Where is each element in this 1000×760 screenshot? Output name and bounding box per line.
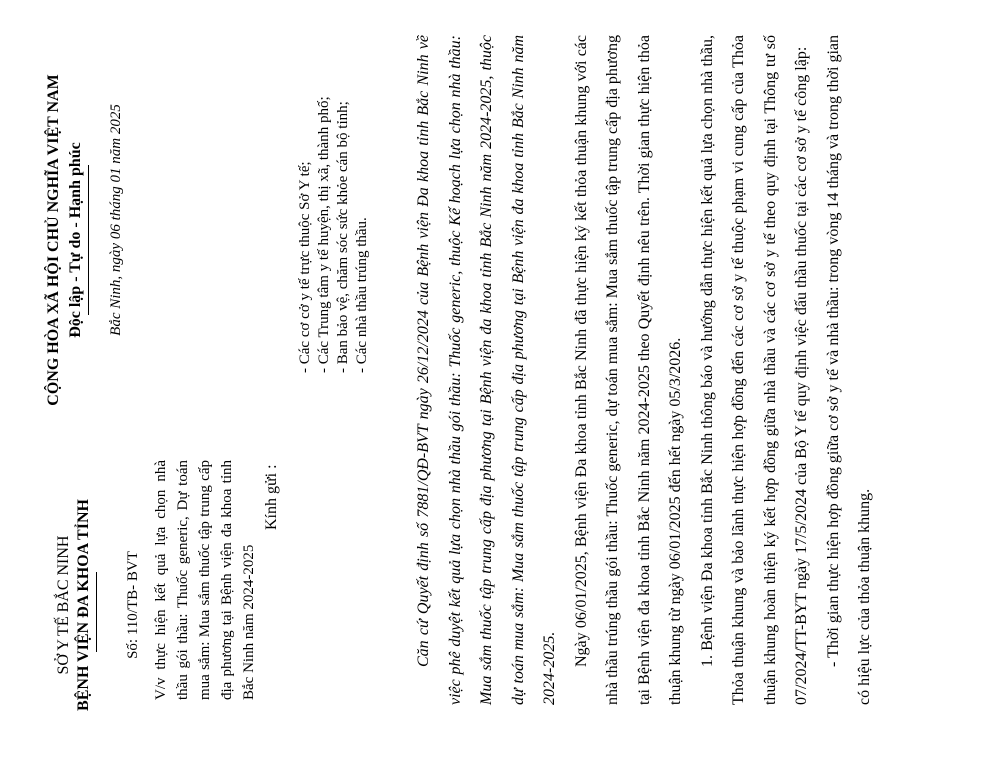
issuer-underline: [96, 572, 97, 652]
body-text: [408, 35, 881, 705]
recipients-list: [296, 43, 372, 373]
body-paragraph: 1. Bệnh viện Đa khoa tỉnh Bắc Ninh thông báo và hướng dẫn thực hiện kết quả lựa chọn nhà thầu, Thỏa thuận khung và bảo lãnh thực hiện hợp đồng đến các cơ sở y tế thuộc phạm vi cung cấp của Thỏa thuận khung hoàn thiện ký kết hợp đồng giữa nhà thầu và các cơ sở y tế theo quy định tại Thông tư số 07/2024/TT-BYT ngày 17/5/2024 của Bộ Y tế quy định việc đấu thầu thuốc tại các cơ sở y tế công lập:: [698, 35, 810, 705]
hospital-name-text: BỆNH VIỆN ĐA KHOA TỈNH: [75, 499, 92, 711]
motto: [66, 15, 86, 465]
basis-paragraph: Căn cứ Quyết định số 7881/QĐ-BVT ngày 26/12/2024 của Bệnh viện Đa khoa tỉnh Bắc Ninh về việc phê duyệt kết quả lựa chọn nhà thầu gói thầu: Thuốc generic, thuộc Kế hoạch lựa chọn nhà thầu: Mua sắm thuốc tập trung cấp địa phương tại Bệnh viện đa khoa tỉnh Bắc Ninh năm 2024-2025, thuộc dự toán mua sắm: Mua sắm thuốc tập trung cấp địa phương tại Bệnh viện đa khoa tỉnh Bắc Ninh năm 2024-2025.: [415, 35, 558, 705]
agency-name: SỞ Y TẾ BẮC NINH: [55, 535, 72, 675]
issuer-block: [54, 480, 94, 730]
recipient-item: - Ban bảo vệ, chăm sóc sức khỏe cán bộ tỉnh;: [335, 101, 351, 373]
motto-underline: [88, 165, 89, 315]
body-paragraph: Ngày 06/01/2025, Bệnh viện Đa khoa tỉnh Bắc Ninh đã thực hiện ký kết thỏa thuận khung với các nhà thầu trúng thầu gói thầu: Thuốc generic, dự toán mua sắm: Mua sắm thuốc tập trung cấp địa phương tại Bệnh viện đa khoa tỉnh Bắc Ninh năm 2024-2025 theo Quyết định nêu trên. Thời gian thực hiện thỏa thuận khung từ ngày 06/01/2025 đến hết ngày 05/3/2026.: [572, 35, 684, 705]
nation-title: CỘNG HÒA XÃ HỘI CHỦ NGHĨA VIỆT NAM: [45, 74, 62, 406]
recipients-label: Kính gửi :: [263, 464, 280, 530]
motto-text: Độc lập - Tự do - Hạnh phúc: [67, 142, 84, 338]
place-date: Bắc Ninh, ngày 06 tháng 01 năm 2025: [108, 104, 124, 336]
recipient-item: - Các nhà thầu trúng thầu.: [354, 217, 370, 373]
recipient-item: - Các Trung tâm y tế huyện, thị xã, thành phố;: [316, 96, 332, 373]
document-number: Số: 110/TB- BVT: [125, 551, 141, 659]
hospital-name: [74, 480, 94, 730]
body-paragraph: - Thời gian thực hiện hợp đồng giữa cơ sở y tế và nhà thầu: trong vòng 14 tháng và trong thời gian có hiệu lực của thỏa thuận khung.: [824, 35, 873, 705]
subject-line: V/v thực hiện kết quả lựa chọn nhà thầu gói thầu: Thuốc generic, Dự toán mua sắm: Mua sắm thuốc tập trung cấp địa phương tại Bệnh viện đa khoa tỉnh Bắc Ninh năm 2024-2025: [153, 460, 257, 700]
recipient-item: - Các cơ cở y tế trực thuộc Sở Y tế;: [297, 161, 313, 373]
